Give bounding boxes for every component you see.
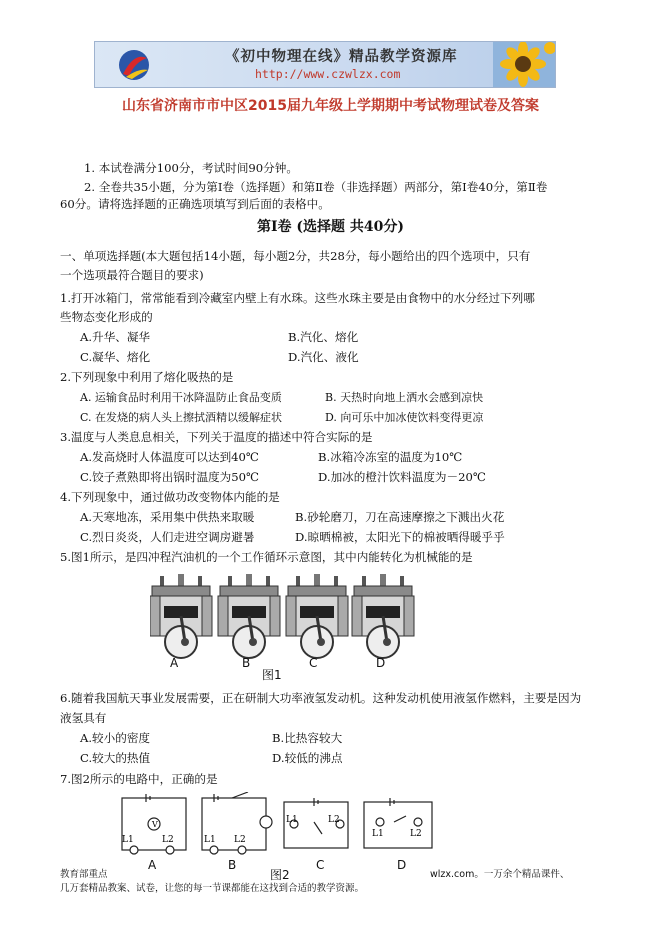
q7-stem: 7.图2所示的电路中，正确的是	[60, 772, 218, 786]
circuit-a-l1: L1	[122, 835, 134, 845]
circuit-b-l2: L2	[234, 835, 246, 845]
q3-option-c: C.饺子煮熟即将出锅时温度为50℃	[80, 470, 259, 484]
fig2-label-c: C	[316, 858, 325, 872]
header-banner	[94, 41, 556, 88]
voltmeter-label: V	[152, 820, 158, 829]
q1-option-c: C.凝华、熔化	[80, 350, 151, 364]
q3-stem: 3.温度与人类息息相关，下列关于温度的描述中符合实际的是	[60, 430, 373, 444]
fig1-label-a: A	[170, 656, 179, 670]
circuit-c-l2: L2	[328, 815, 340, 825]
sunflower-icon	[493, 42, 555, 87]
circuit-d-l2: L2	[410, 829, 422, 839]
q3-option-d: D.加冰的橙汁饮料温度为－20℃	[318, 470, 486, 484]
circuit-d	[364, 802, 432, 848]
q2-option-c: C. 在发烧的病人头上擦拭酒精以缓解症状	[80, 411, 283, 424]
fig1-label-c: C	[309, 656, 318, 670]
q3-option-a: A.发高烧时人体温度可以达到40℃	[80, 450, 259, 464]
banner-url[interactable]: http://www.czwlzx.com	[255, 67, 401, 81]
q1-option-d: D.汽化、液化	[288, 350, 359, 364]
q4-option-d: D.晾晒棉被，太阳光下的棉被晒得暖乎乎	[295, 530, 505, 544]
q2-option-a: A. 运输食品时利用干冰降温防止食品变质	[80, 391, 282, 404]
q5-stem: 5.图1所示，是四冲程汽油机的一个工作循环示意图，其中内能转化为机械能的是	[60, 550, 473, 564]
q4-option-c: C.烈日炎炎，人们走进空调房避暑	[80, 530, 255, 544]
q6-stem-cont: 液氢具有	[60, 711, 107, 725]
fig2-caption: 图2	[270, 868, 290, 882]
q2-stem: 2.下列现象中利用了熔化吸热的是	[60, 370, 234, 384]
engine-c	[286, 574, 348, 658]
q1-option-b: B.汽化、熔化	[288, 330, 359, 344]
q6-option-a: A.较小的密度	[80, 731, 151, 745]
circuit-d-l1: L1	[372, 829, 384, 839]
fig2-label-d: D	[397, 858, 407, 872]
footer-right: wlzx.com。一万余个精品课件、	[430, 869, 570, 880]
fig2-label-b: B	[228, 858, 237, 872]
engine-d	[352, 574, 414, 658]
fig2-label-a: A	[148, 858, 157, 872]
fig1-caption: 图1	[262, 668, 282, 682]
q6-option-b: B.比热容较大	[272, 731, 343, 745]
engine-a	[150, 574, 212, 658]
engine-b	[218, 574, 280, 658]
section-title: 第Ⅰ卷 (选择题 共40分)	[256, 219, 405, 235]
part-intro-1: 一、单项选择题(本大题包括14小题，每小题2分，共28分，每小题给出的四个选项中，只有	[60, 249, 531, 263]
q6-option-c: C.较大的热值	[80, 751, 151, 765]
footer-line2: 几万套精品教案、试卷，让您的每一节课都能在这找到合适的教学资源。	[60, 883, 365, 894]
q4-stem: 4.下列现象中，通过做功改变物体内能的是	[60, 490, 280, 504]
q1-stem: 1.打开冰箱门，常常能看到冷藏室内壁上有水珠。这些水珠主要是由食物中的水分经过下列哪	[60, 291, 535, 305]
q6-stem: 6.随着我国航天事业发展需要，正在研制大功率液氢发动机。这种发动机使用液氢作燃料，主要是因为	[60, 691, 582, 705]
fig1-label-b: B	[242, 656, 251, 670]
circuit-c-l1: L1	[286, 815, 298, 825]
logo-icon	[117, 48, 151, 82]
note-3: 60分。请将选择题的正确选项填写到后面的表格中。	[60, 197, 330, 211]
note-1: 1. 本试卷满分100分，考试时间90分钟。	[84, 161, 298, 175]
footer-left: 教育部重点	[60, 869, 108, 880]
figure-2-circuits	[118, 792, 438, 858]
q2-option-d: D. 向可乐中加冰使饮料变得更凉	[325, 411, 484, 424]
figure-1-engines	[150, 570, 420, 665]
circuit-b-l1: L1	[204, 835, 216, 845]
fig1-label-d: D	[376, 656, 386, 670]
q4-option-a: A.天寒地冻，采用集中供热来取暖	[80, 510, 255, 524]
document-title: 山东省济南市市中区2015届九年级上学期期中考试物理试卷及答案	[122, 98, 539, 114]
q3-option-b: B.冰箱冷冻室的温度为10℃	[318, 450, 463, 464]
q1-stem-cont: 些物态变化形成的	[60, 310, 153, 324]
q1-option-a: A.升华、凝华	[80, 330, 151, 344]
q4-option-b: B.砂轮磨刀，刀在高速摩擦之下溅出火花	[295, 510, 505, 524]
banner-title: 《初中物理在线》精品教学资源库	[225, 49, 458, 65]
q2-option-b: B. 天热时向地上洒水会感到凉快	[325, 391, 484, 404]
part-intro-2: 一个选项最符合题目的要求)	[60, 268, 204, 282]
note-2: 2. 全卷共35小题，分为第Ⅰ卷（选择题）和第Ⅱ卷（非选择题）两部分，第Ⅰ卷40分，第Ⅱ卷	[84, 180, 548, 194]
q6-option-d: D.较低的沸点	[272, 751, 343, 765]
circuit-a-l2: L2	[162, 835, 174, 845]
